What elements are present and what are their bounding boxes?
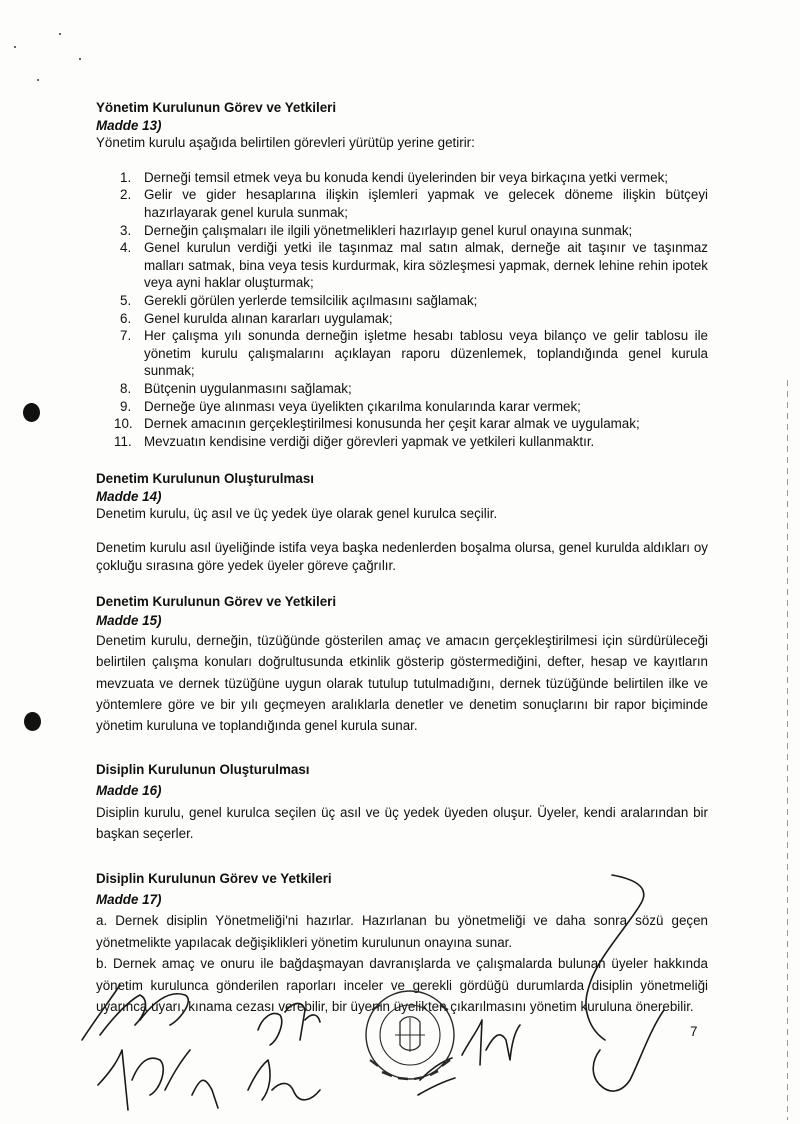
article-number: Madde 17) [96,891,162,907]
list-item: 2. Gelir ve gider hesaplarına ilişkin işlemleri yapmak ve gelecek döneme ilişkin bütçeyi hazırlayarak genel kurula sunmak; [120,187,708,220]
list-item: 11. Mevzuatın kendisine verdiği diğer görevleri yapmak ve yetkileri kullanmaktır. [114,433,595,449]
paragraph: Denetim kurulu, üç asıl ve üç yedek üye olarak genel kurulca seçilir. [96,506,498,522]
paragraph: Denetim kurulu asıl üyeliğinde istifa veya başka nedenlerden boşalma olursa, genel kurulda aldıkları oy çokluğu sırasına göre yedek üyeler göreve çağrılır. [96,540,708,573]
list-item: 7. Her çalışma yılı sonunda derneğin işletme hesabı tablosu veya bilanço ve gelir tablosu ile yönetim kurulu çalışmalarını açıklayan raporu düzenlemek, toplandığında genel kurula sunmak; [120,328,708,379]
list-item: 8. Bütçenin uygulanmasını sağlamak; [120,380,352,396]
list-item: 1. Derneği temsil etmek veya bu konuda kendi üyelerinden bir veya birkaçına yetki vermek; [120,169,668,185]
signature-mark [586,875,644,1040]
signature-mark [98,1050,218,1110]
signature-mark [82,985,188,1040]
list-item: 6. Genel kurulda alınan kararları uygulamak; [120,310,393,326]
section-heading: Denetim Kurulunun Oluşturulması [96,471,314,487]
section-heading: Disiplin Kurulunun Oluşturulması [96,761,310,777]
signature-mark [593,1010,664,1091]
section-heading: Disiplin Kurulunun Görev ve Yetkileri [96,870,332,886]
section-intro: Yönetim kurulu aşağıda belirtilen görevleri yürütüp yerine getirir: [96,135,475,151]
signature-mark [248,1060,320,1100]
page-number: 7 [690,1024,698,1039]
list-item: 10. Dernek amacının gerçekleştirilmesi konusunda her çeşit karar almak ve uygulamak; [114,416,640,432]
section-heading: Denetim Kurulunun Görev ve Yetkileri [96,594,337,610]
article-number: Madde 14) [96,488,162,504]
list-item: 4. Genel kurulun verdiği yetki ile taşınmaz mal satın almak, derneğe ait taşınır ve taşınmaz malları satmak, bina veya tesis kurdurmak, kira sözleşmesi yapmak, dernek lehine rehin ipotek veya ayni haklar oluşturmak; [120,240,708,291]
stamp [366,991,454,1079]
paragraph: a. Dernek disiplin Yönetmeliği'ni hazırlar. Hazırlanan bu yönetmeliği ve daha sonra sözü geçen yönetmelikte yapılacak değişiklikleri yönetim kurulunun onayına sunar. [96,913,708,950]
article-number: Madde 15) [96,612,162,628]
article-number: Madde 16) [96,783,162,799]
section-heading: Yönetim Kurulunun Görev ve Yetkileri [96,100,337,115]
paragraph: Disiplin kurulu, genel kurulca seçilen üç asıl ve üç yedek üyeden oluşur. Üyeler, kendi aralarından bir başkan seçerler. [96,804,708,842]
list-item: 3. Derneğin çalışmaları ile ilgili yönetmelikleri hazırlayıp genel kurul onayına sunmak; [120,222,633,238]
paragraph: b. Dernek amaç ve onuru ile bağdaşmayan davranışlarda ve çalışmalarda bulunan üyeler hakkında yönetim kurulunca gönderilen raporları inceler ve gerekli gördüğü durumlarda disiplin yönetmeliği uyarınca uyarı, kınama cezası verebilir, bir üyenin üyelikten çıkarılmasını yönetim kuruluna önerebilir. [96,956,708,1014]
paragraph: Denetim kurulu, derneğin, tüzüğünde gösterilen amaç ve amacın gerçekleştirilmesi için sürdürüleceği belirtilen çalışma konuları doğrultusunda etkinlik gösterip göstermediğini, defter, hesap ve kayıtların mevzuata ve dernek tüzüğüne uygun olarak tutulup tutulmadığını, dernek tüzüğünde belirtilen ilke ve yöntemlere göre ve bir yılı geçmeyen aralıklarla denetler ve denetim sonuçlarını bir rapor biçiminde yönetim kuruluna ve toplandığında genel kurula sunar. [96,632,708,734]
signature-mark [462,1020,520,1065]
list-item: 9. Derneğe üye alınması veya üyelikten çıkarılma konularında karar vermek; [120,398,581,414]
signature-mark [258,1003,320,1045]
article-number: Madde 13) [96,117,162,133]
list-item: 5. Gerekli görülen yerlerde temsilcilik açılmasını sağlamak; [120,292,478,308]
